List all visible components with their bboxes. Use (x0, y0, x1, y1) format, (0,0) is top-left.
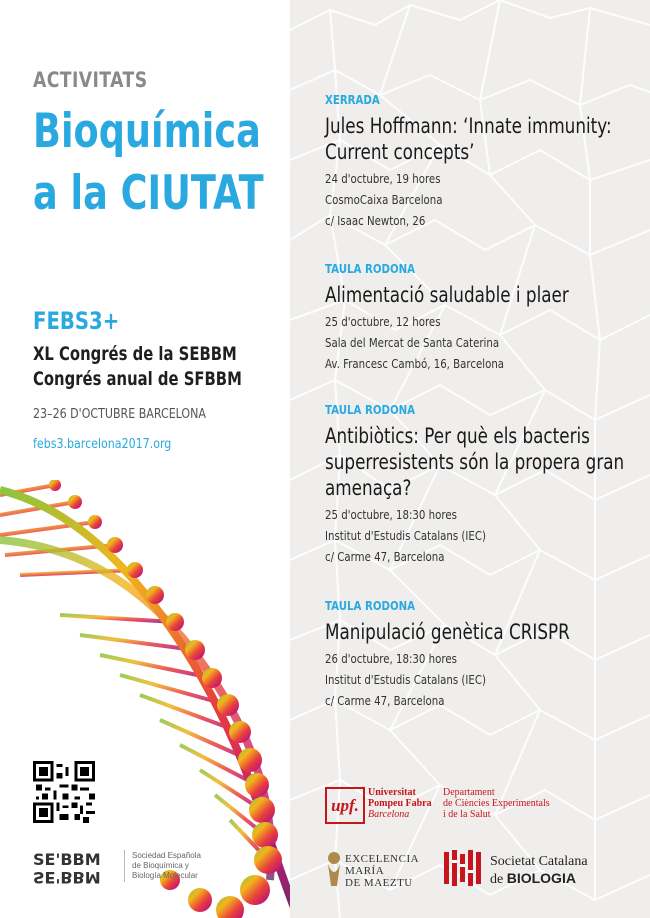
congress-website-link[interactable]: febs3.barcelona2017.org (33, 437, 172, 452)
event-category: XERRADA (325, 93, 380, 107)
event-date: 26 d'octubre, 18:30 hores (325, 652, 457, 666)
congress-dates: 23–26 D'OCTUBRE BARCELONA (33, 407, 206, 422)
main-title-line-1: Bioquímica (33, 104, 261, 159)
congress-name: FEBS3+ (33, 307, 120, 335)
sebbm-text: Sociedad Española de Bioquímica y Biología Molecular (132, 851, 201, 880)
event-address: c/ Carme 47, Barcelona (325, 550, 445, 564)
event-venue: CosmoCaixa Barcelona (325, 193, 443, 207)
event-2 (325, 262, 635, 375)
event-address: c/ Isaac Newton, 26 (325, 214, 426, 228)
event-venue: Institut d'Estudis Catalans (IEC) (325, 529, 486, 543)
department-name: Departament de Ciències Experimentals i de la Salut (443, 787, 550, 820)
event-details (325, 649, 589, 712)
upf-logo-mark: upf. (325, 787, 365, 824)
upf-name: Universitat Pompeu Fabra Barcelona (368, 787, 432, 820)
event-title: Jules Hoffmann: ‘Innate immunity: Current concepts’ (325, 114, 612, 164)
event-date: 24 d'octubre, 19 hores (325, 172, 441, 186)
event-venue: Institut d'Estudis Catalans (IEC) (325, 673, 486, 687)
maeztu-seal-icon (325, 850, 343, 886)
event-category: TAULA RODONA (325, 599, 416, 613)
event-category: TAULA RODONA (325, 403, 416, 417)
event-details (325, 169, 589, 232)
event-address: c/ Carme 47, Barcelona (325, 694, 445, 708)
maeztu-text: EXCELENCIA MARÍA DE MAEZTU (345, 853, 420, 889)
sebbm-logo-mirror: SE'BBM (33, 868, 101, 887)
event-date: 25 d'octubre, 18:30 hores (325, 508, 457, 522)
event-venue: Sala del Mercat de Santa Caterina (325, 336, 500, 350)
activities-kicker: ACTIVITATS (33, 68, 148, 92)
event-details (325, 312, 589, 375)
scb-text: Societat Catalana de BIOLOGIA (490, 854, 588, 887)
sebbm-logo: SE'BBM (33, 850, 101, 869)
main-title-line-2: a la CIUTAT (33, 166, 264, 221)
congress-line-1: XL Congrés de la SEBBM (33, 343, 237, 365)
event-date: 25 d'octubre, 12 hores (325, 315, 441, 329)
event-category: TAULA RODONA (325, 262, 416, 276)
event-title: Manipulació genètica CRISPR (325, 620, 570, 644)
qr-code[interactable] (33, 761, 95, 823)
event-details (325, 505, 589, 568)
congress-line-2: Congrés anual de SFBBM (33, 368, 242, 390)
event-4 (325, 599, 635, 712)
event-1 (325, 93, 635, 232)
sebbm-divider (124, 850, 125, 882)
event-address: Av. Francesc Cambó, 16, Barcelona (325, 357, 505, 371)
event-3 (325, 403, 635, 568)
event-title: Alimentació saludable i plaer (325, 283, 569, 307)
event-title: Antibiòtics: Per què els bacteris superresistents són la propera gran amenaça? (325, 424, 625, 500)
scb-logo-icon (444, 850, 484, 886)
